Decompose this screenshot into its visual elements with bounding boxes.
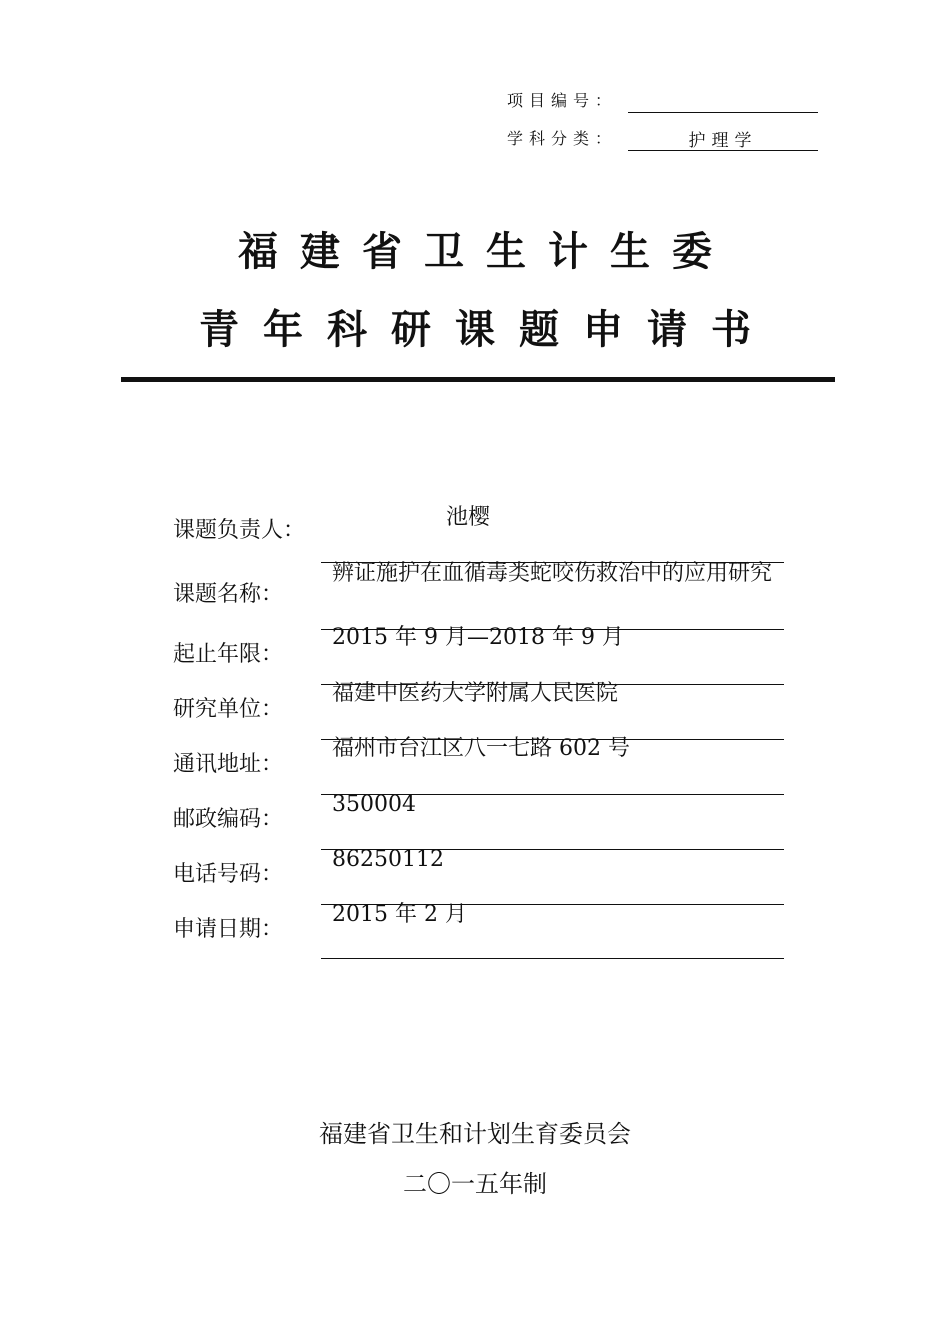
address-label: 通讯地址： (173, 752, 284, 777)
address-value: 福州市台江区八一七路 602 号 (332, 736, 630, 761)
phone-label: 电话号码： (173, 862, 284, 887)
subject-category-line (628, 150, 818, 151)
period-label: 起止年限： (173, 642, 284, 667)
subject-category-value: 护理学 (688, 131, 758, 151)
apply-date-value: 2015 年 2 月 (332, 902, 467, 927)
research-unit-value: 福建中医药大学附属人民医院 (332, 681, 619, 706)
period-value: 2015 年 9 月—2018 年 9 月 (332, 625, 624, 650)
apply-date-label: 申请日期： (173, 917, 284, 942)
issue-year: 二〇一五年制 (403, 1170, 547, 1198)
project-number-label: 项目编号： (507, 91, 618, 110)
title-divider (121, 377, 835, 382)
document-title-line1: 福建省卫生计生委 (238, 229, 734, 275)
leader-label: 课题负责人： (173, 518, 306, 543)
issuing-organization: 福建省卫生和计划生育委员会 (319, 1120, 631, 1148)
phone-value: 86250112 (332, 847, 444, 872)
leader-value: 池樱 (446, 505, 491, 530)
postcode-label: 邮政编码： (173, 807, 284, 832)
document-title-line2: 青年科研课题申请书 (199, 307, 775, 353)
project-name-label: 课题名称： (173, 582, 284, 607)
project-name-value: 辨证施护在血循毒类蛇咬伤救治中的应用研究 (332, 561, 773, 586)
postcode-value: 350004 (332, 792, 416, 817)
subject-category-label: 学科分类： (507, 129, 618, 148)
research-unit-label: 研究单位： (173, 697, 284, 722)
project-number-line (628, 112, 818, 113)
apply-date-underline (321, 958, 784, 959)
